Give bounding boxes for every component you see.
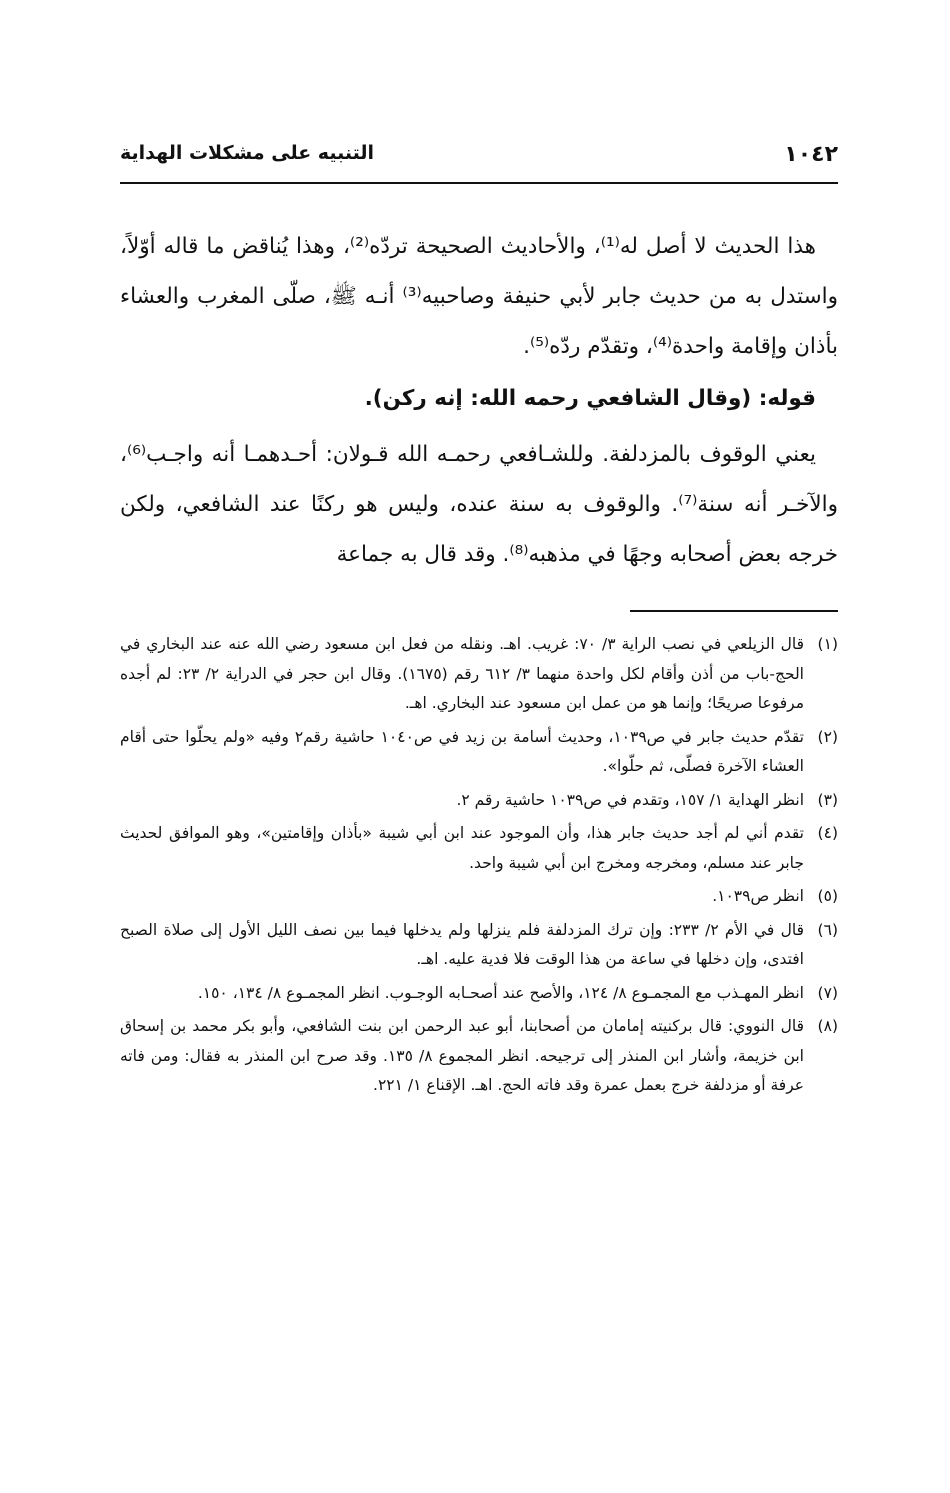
footnote-8 xyxy=(120,1012,838,1101)
footnote-7 xyxy=(120,979,838,1009)
footnote-text: قال في الأم ٢/ ٢٣٣: وإن ترك المزدلفة فلم ينزلها ولم يدخلها فيما بين نصف الليل الأول إلى صلاة الصبح افتدى، وإن دخلها في ساعة من هذا الوقت فلا فدية عليه. اهـ. xyxy=(120,920,804,968)
footnote-number: (٦) xyxy=(817,920,838,939)
footnote-number: (٨) xyxy=(817,1017,838,1035)
footnote-number: (٤) xyxy=(817,824,838,842)
footnote-5 xyxy=(120,882,838,912)
footnote-3 xyxy=(120,786,838,816)
footnote-number: (٣) xyxy=(817,790,838,809)
footnote-number: (٢) xyxy=(817,727,838,746)
book-title: التنبيه على مشكلات الهداية xyxy=(120,142,374,164)
footnote-divider xyxy=(630,610,838,612)
footnote-number: (٥) xyxy=(817,887,838,905)
paragraph-1: هذا الحديث لا أصل له⁽¹⁾، والأحاديث الصحيحة تردّه⁽²⁾، وهذا يُناقض ما قاله أوّلاً، واستدل به من حديث جابر لأبي حنيفة وصاحبيه⁽³⁾ أنـه ﷺ، صلّى المغرب والعشاء بأذان وإقامة واحدة⁽⁴⁾، وتقدّم ردّه⁽⁵⁾. xyxy=(120,234,838,359)
footnote-text: قال النووي: قال بركنيته إمامان من أصحابنا، أبو عبد الرحمن ابن بنت الشافعي، وأبو بكر محمد بن إسحاق ابن خزيمة، وأشار ابن المنذر إلى ترجيحه. انظر المجموع ٨/ ١٣٥. وقد صرح ابن المنذر به فقال: ومن فاته عرفة أو مزدلفة خرج بعمل عمرة وقد فاته الحج. اهـ. الإقناع ١/ ٢٢١. xyxy=(120,1017,804,1094)
quoted-heading: قوله: (وقال الشافعي رحمه الله: إنه ركن). xyxy=(364,386,816,411)
footnote-number: (١) xyxy=(817,635,838,653)
footnotes xyxy=(120,630,838,1105)
footnote-2 xyxy=(120,723,838,782)
footnote-text: انظر الهداية ١/ ١٥٧، وتقدم في ص١٠٣٩ حاشية رقم ٢. xyxy=(456,790,804,809)
paragraph-2: يعني الوقوف بالمزدلفة. وللشـافعي رحمـه الله قـولان: أحـدهمـا أنه واجـب⁽⁶⁾، والآخـر أنه سنة⁽⁷⁾. والوقوف به سنة عنده، وليس هو ركنًا عند الشافعي، ولكن خرجه بعض أصحابه وجهًا في مذهبه⁽⁸⁾. وقد قال به جماعة xyxy=(120,442,838,567)
running-header xyxy=(120,142,838,176)
footnote-6 xyxy=(120,916,838,975)
footnote-text: قال الزيلعي في نصب الراية ٣/ ٧٠: غريب. اهـ. ونقله من فعل ابن مسعود رضي الله عنه عند البخاري في الحج-باب من أذن وأقام لكل واحدة منهما ٣/ ٦١٢ رقم (١٦٧٥). وقال ابن حجر في الدراية ٢/ ٢٣: لم أجده مرفوعا صريحًا؛ وإنما هو من عمل ابن مسعود عند البخاري. اهـ. xyxy=(120,635,804,712)
footnote-text: تقدم أني لم أجد حديث جابر هذا، وأن الموجود عند ابن أبي شيبة «بأذان وإقامتين»، وهو الموافق لحديث جابر عند مسلم، ومخرجه ومخرج ابن أبي شيبة واحد. xyxy=(120,824,804,872)
footnote-text: انظر المهـذب مع المجمـوع ٨/ ١٢٤، والأصح عند أصحـابه الوجـوب. انظر المجمـوع ٨/ ١٣٤، ١٥٠. xyxy=(197,983,804,1002)
footnote-4 xyxy=(120,819,838,878)
footnote-text: انظر ص١٠٣٩. xyxy=(712,887,804,905)
page-number: ١٠٤٢ xyxy=(784,142,838,167)
footnote-1 xyxy=(120,630,838,719)
main-text xyxy=(120,222,838,580)
footnote-number: (٧) xyxy=(817,983,838,1002)
header-divider xyxy=(120,182,838,184)
footnote-text: تقدّم حديث جابر في ص١٠٣٩، وحديث أسامة بن زيد في ص١٠٤٠ حاشية رقم٢ وفيه «ولم يحلّوا حتى أقام العشاء الآخرة فصلّى، ثم حلّوا». xyxy=(120,727,804,775)
